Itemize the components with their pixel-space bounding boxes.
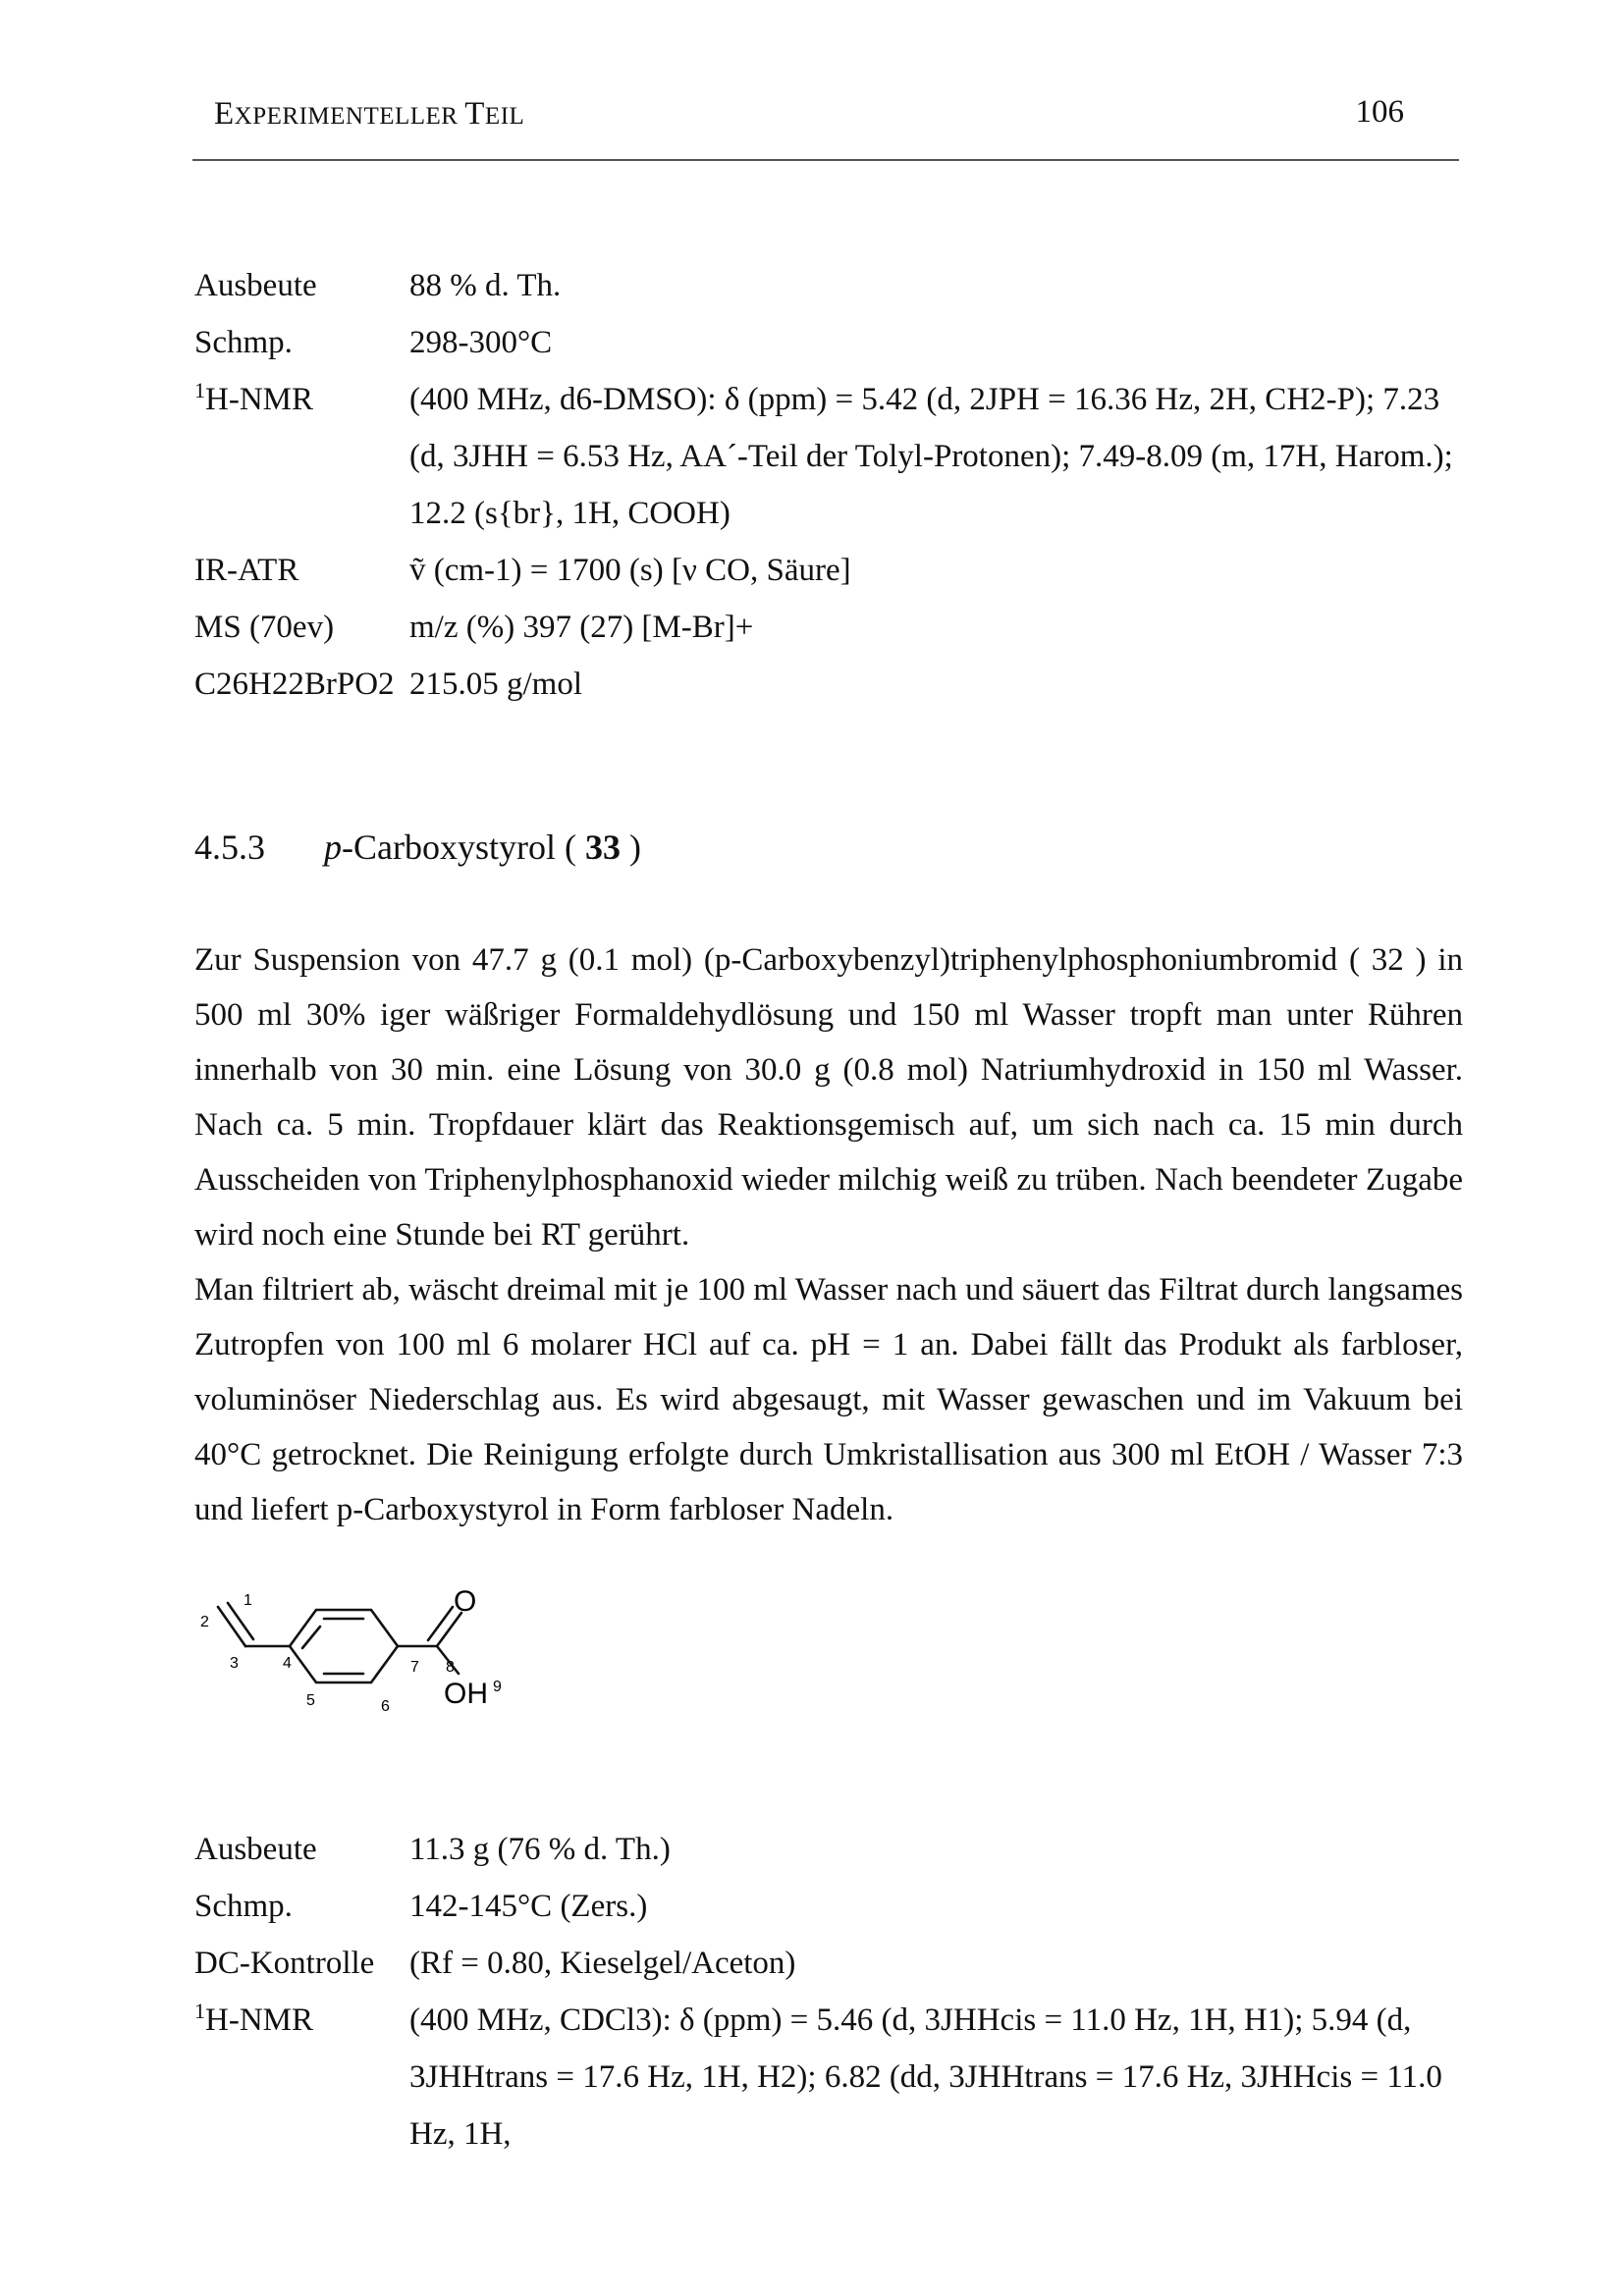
row-value: (Rf = 0.80, Kieselgel/Aceton) [409,1946,796,1981]
compound-33-data [194,1821,1463,2163]
procedure-paragraph-2: Man filtriert ab, wäscht dreimal mit je 100 ml Wasser nach und säuert das Filtrat durch langsames Zutropfen von 100 ml 6 molarer HCl auf ca. pH = 1 an. Dabei fällt das Produkt als farbloser, voluminöser Niederschlag aus. Es wird abgesaugt, mit Wasser gewaschen und im Vakuum bei 40°C getrocknet. Die Reinigung erfolgte durch Umkristallisation aus 300 ml EtOH / Wasser 7:3 und liefert p-Carboxystyrol in Form farbloser Nadeln. [194,1272,1463,1527]
section-title: p-Carboxystyrol ( 33 ) [324,828,641,867]
row-label: IR-ATR [194,553,299,588]
data-row-ausbeute [194,1821,1463,1878]
compound-32-data [194,257,1463,713]
data-row-hnmr [194,371,1463,542]
row-value: 298-300°C [409,325,553,360]
atom-label-4: 4 [283,1655,292,1672]
row-value: 142-145°C (Zers.) [409,1889,648,1924]
page-number: 106 [1355,94,1404,130]
row-value: 11.3 g (76 % d. Th.) [409,1832,671,1867]
atom-label-8: 8 [446,1659,455,1676]
row-label: $^1$H-NMR [194,1999,314,2038]
atom-label-2: 2 [200,1614,209,1630]
header-title: EXPERIMENTELLER TEIL [214,96,525,132]
section-heading [194,827,641,868]
row-value: 88 % d. Th. [409,268,562,303]
atom-label-6: 6 [381,1698,390,1715]
data-row-ir [194,542,1463,599]
hnmr-line-1: (400 MHz, CDCl3): δ (ppm) = 5.46 (d, 3JHHcis = 11.0 Hz, 1H, H1); 5.94 (d, [409,2002,1412,2038]
structure-diagram [187,1575,579,1742]
row-label: Schmp. [194,1889,293,1924]
data-row-schmp [194,1878,1463,1935]
atom-oxygen: O [454,1585,477,1618]
page-header [192,94,1459,161]
hnmr-line-1: (400 MHz, d6-DMSO): δ (ppm) = 5.42 (d, 2JPH = 16.36 Hz, 2H, CH2-P); 7.23 [409,382,1440,417]
hnmr-line-2: (d, 3JHH = 6.53 Hz, AA´-Teil der Tolyl-Protonen); 7.49-8.09 (m, 17H, Harom.); [409,439,1453,474]
row-value: m/z (%) 397 (27) [M-Br]+ [409,610,754,645]
data-row-ausbeute [194,257,1463,314]
row-label: MS (70ev) [194,610,335,645]
atom-label-5: 5 [306,1692,315,1709]
row-value [409,371,1463,542]
atom-label-7: 7 [410,1659,419,1676]
atom-label-1: 1 [243,1592,252,1609]
hnmr-line-3: 12.2 (s{br}, 1H, COOH) [409,496,730,531]
data-row-schmp [194,314,1463,371]
row-label: Schmp. [194,325,293,360]
procedure-text [194,933,1463,1537]
data-row-hnmr [194,1992,1463,2163]
row-label: $^1$H-NMR [194,378,314,417]
row-value: ṽ (cm-1) = 1700 (s) [ν CO, Säure] [409,553,851,588]
row-label: Ausbeute [194,268,317,303]
hnmr-line-2: 3JHHtrans = 17.6 Hz, 1H, H2); 6.82 (dd, 3JHHtrans = 17.6 Hz, 3JHHcis = 11.0 Hz, 1H, [409,2059,1442,2152]
data-row-formula [194,656,1463,713]
atom-label-9: 9 [493,1679,502,1695]
atom-hydroxyl: OH [444,1678,488,1710]
data-row-ms [194,599,1463,656]
row-label: C26H22BrPO2 [194,667,395,702]
procedure-paragraph-1: Zur Suspension von 47.7 g (0.1 mol) (p-Carboxybenzyl)triphenylphosphoniumbromid ( 32 ) in 500 ml 30% iger wäßriger Formaldehydlösung und 150 ml Wasser tropft man unter Rühren innerhalb von 30 min. eine Lösung von 30.0 g (0.8 mol) Natriumhydroxid in 150 ml Wasser. Nach ca. 5 min. Tropfdauer klärt das Reaktionsgemisch auf, um sich nach ca. 15 min durch Ausscheiden von Triphenylphosphanoxid wieder milchig weiß zu trüben. Nach beendeter Zugabe wird noch eine Stunde bei RT gerührt. [194,942,1463,1253]
row-label: Ausbeute [194,1832,317,1867]
row-value: 215.05 g/mol [409,667,583,702]
atom-label-3: 3 [230,1655,239,1672]
row-value [409,1992,1463,2163]
row-label: DC-Kontrolle [194,1946,375,1981]
section-number: 4.5.3 [194,828,265,867]
data-row-dc [194,1935,1463,1992]
